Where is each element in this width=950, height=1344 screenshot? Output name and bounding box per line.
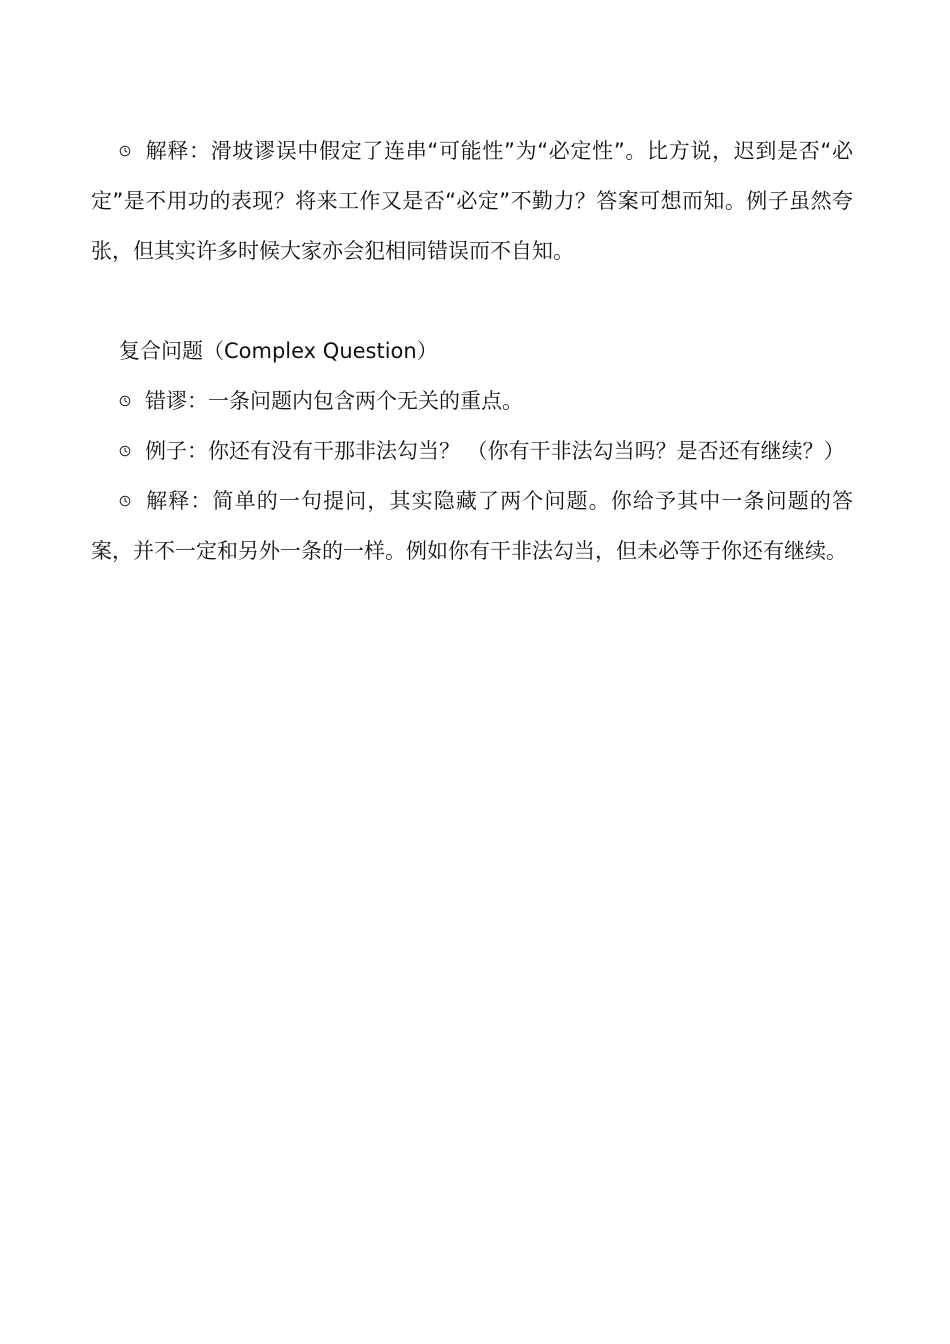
section-heading: 复合问题（Complex Question） xyxy=(119,339,438,363)
example-text: 例子：你还有没有干那非法勾当？ （你有干非法勾当吗？是否还有继续？） xyxy=(145,439,845,463)
explanation-text-2: 解释：简单的一句提问，其实隐藏了两个问题。你给予其中一条问题的答案，并不一定和另外一条的一样。例如你有干非法勾当，但未必等于你还有继续。 xyxy=(91,489,853,563)
clock-icon xyxy=(119,495,131,507)
error-paragraph xyxy=(91,376,853,426)
explanation-paragraph-1 xyxy=(91,126,853,276)
paragraph-gap xyxy=(91,276,853,326)
clock-icon xyxy=(119,145,131,157)
explanation-paragraph-2 xyxy=(91,476,853,576)
clock-icon xyxy=(119,445,131,457)
document-body xyxy=(91,126,853,576)
example-paragraph xyxy=(91,426,853,476)
error-text: 错谬：一条问题内包含两个无关的重点。 xyxy=(145,389,523,413)
explanation-text-1: 解释：滑坡谬误中假定了连串“可能性”为“必定性”。比方说，迟到是否“必定”是不用功的表现？将来工作又是否“必定”不勤力？答案可想而知。例子虽然夸张，但其实许多时候大家亦会犯相同错误而不自知。 xyxy=(91,139,853,263)
clock-icon xyxy=(119,395,131,407)
